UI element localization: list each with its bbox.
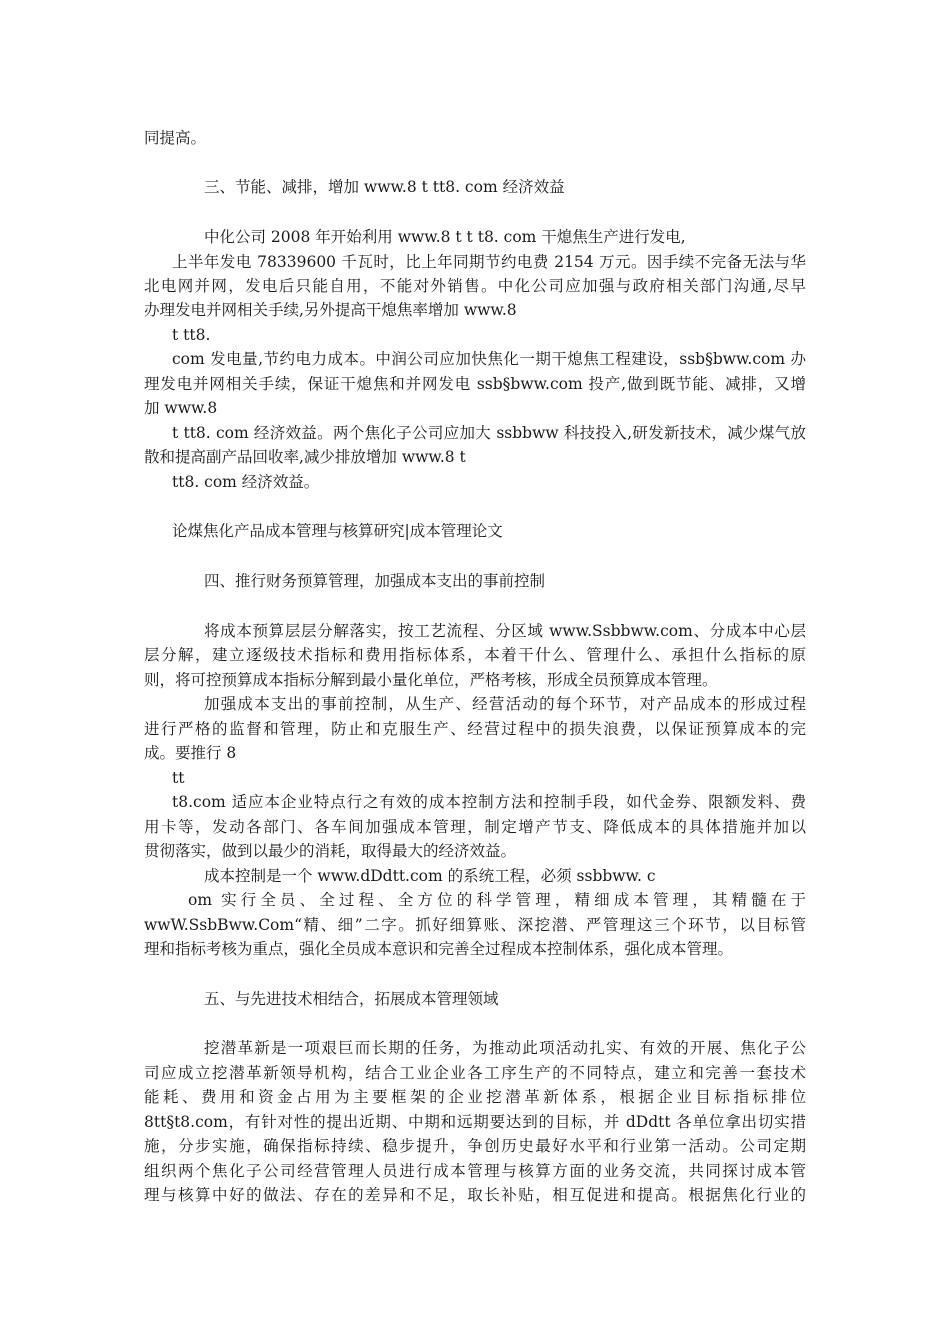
text-line: 用卡等，发动各部门、各车间加强成本管理，制定增产节支、降低成本的具体措施并加以	[144, 818, 806, 836]
text-line: 北电网并网，发电后只能自用，不能对外销售。中化公司应加强与政府相关部门沟通,尽早	[144, 277, 806, 295]
text-line: 理和指标考核为重点，强化全员成本意识和完善全过程成本控制体系，强化成本管理。	[144, 940, 734, 958]
text-line: 上半年发电 78339600 千瓦时，比上年同期节约电费 2154 万元。因手续不完备无法与华	[172, 253, 806, 271]
section-heading: 四、推行财务预算管理，加强成本支出的事前控制	[204, 572, 546, 590]
text-line: 理发电并网相关手续，保证干熄焦和并网发电 ssb§bww.com 投产,做到既节能、减排，又增	[144, 375, 806, 393]
text-line: 进行严格的监督和管理，防止和克服生产、经营过程中的损失浪费，以保证预算成本的完	[144, 720, 806, 738]
text-line: 理与核算中好的做法、存在的差异和不足，取长补贴，相互促进和提高。根据焦化行业的	[144, 1186, 806, 1204]
section-heading: 三、节能、减排，增加 www.8 t tt8. com 经济效益	[204, 178, 565, 196]
text-line: 则，将可控预算成本指标分解到最小量化单位，严格考核，形成全员预算成本管理。	[144, 671, 718, 689]
text-line: 施，分步实施，确保指标持续、稳步提升，争创历史最好水平和行业第一活动。公司定期	[144, 1137, 806, 1155]
text-line: 加强成本支出的事前控制，从生产、经营活动的每个环节，对产品成本的形成过程	[204, 695, 806, 713]
text-line: 组织两个焦化子公司经营管理人员进行成本管理与核算方面的业务交流，共同探讨成本管	[144, 1162, 806, 1180]
text-line: 8tt§t8.com，有针对性的提出近期、中期和远期要达到的目标，并 dDdtt 各单位拿出切实措	[144, 1113, 806, 1131]
text-line: 成本控制是一个 www.dDdtt.com 的系统工程，必须 ssbbww. c	[204, 867, 656, 885]
text-line: 挖潜革新是一项艰巨而长期的任务，为推动此项活动扎实、有效的开展、焦化子公	[204, 1039, 806, 1057]
text-line: t8.com 适应本企业特点行之有效的成本控制方法和控制手段，如代金券、限额发料、费	[172, 793, 806, 811]
text-line: 将成本预算层层分解落实，按工艺流程、分区域 www.Ssbbww.com、分成本中心层	[204, 622, 806, 640]
text-line: 贯彻落实，做到以最少的消耗，取得最大的经济效益。	[144, 842, 517, 860]
text-line: com 发电量,节约电力成本。中润公司应加快焦化一期干熄焦工程建设，ssb§bww.com 办	[172, 350, 806, 368]
text-line: 散和提高副产品回收率,减少排放增加 www.8 t	[144, 448, 466, 466]
text-line: 加 www.8	[144, 399, 218, 417]
text-line: om 实行全员、全过程、全方位的科学管理，精细成本管理，其精髓在于	[188, 891, 806, 909]
article-title: 论煤焦化产品成本管理与核算研究|成本管理论文	[172, 522, 503, 540]
text-line: t tt8.	[172, 326, 211, 344]
text-line: 能耗、费用和资金占用为主要框架的企业挖潜革新体系，根据企业目标指标排位	[144, 1088, 806, 1106]
text-line: 中化公司 2008 年开始利用 www.8 t t t8. com 干熄焦生产进行发电,	[204, 228, 686, 246]
text-line: 层分解，建立逐级技术指标和费用指标体系，本着干什么、管理什么、承担什么指标的原	[144, 646, 806, 664]
text-line: tt8. com 经济效益。	[172, 473, 320, 491]
text-line: 司应成立挖潜革新领导机构，结合工业企业各工序生产的不同特点，建立和完善一套技术	[144, 1064, 806, 1082]
text-line: 成。要推行 8	[144, 744, 237, 762]
text-line: t tt8. com 经济效益。两个焦化子公司应加大 ssbbww 科技投入,研发新技术，减少煤气放	[172, 424, 806, 442]
text-line: tt	[172, 769, 185, 787]
text-line: wwW.SsbBww.Com“精、细”二字。抓好细算账、深挖潜、严管理这三个环节，以目标管	[144, 916, 806, 934]
section-heading: 五、与先进技术相结合，拓展成本管理领域	[204, 990, 499, 1008]
text-line: 同提高。	[144, 129, 207, 147]
text-line: 办理发电并网相关手续,另外提高干熄焦率增加 www.8	[144, 301, 517, 319]
